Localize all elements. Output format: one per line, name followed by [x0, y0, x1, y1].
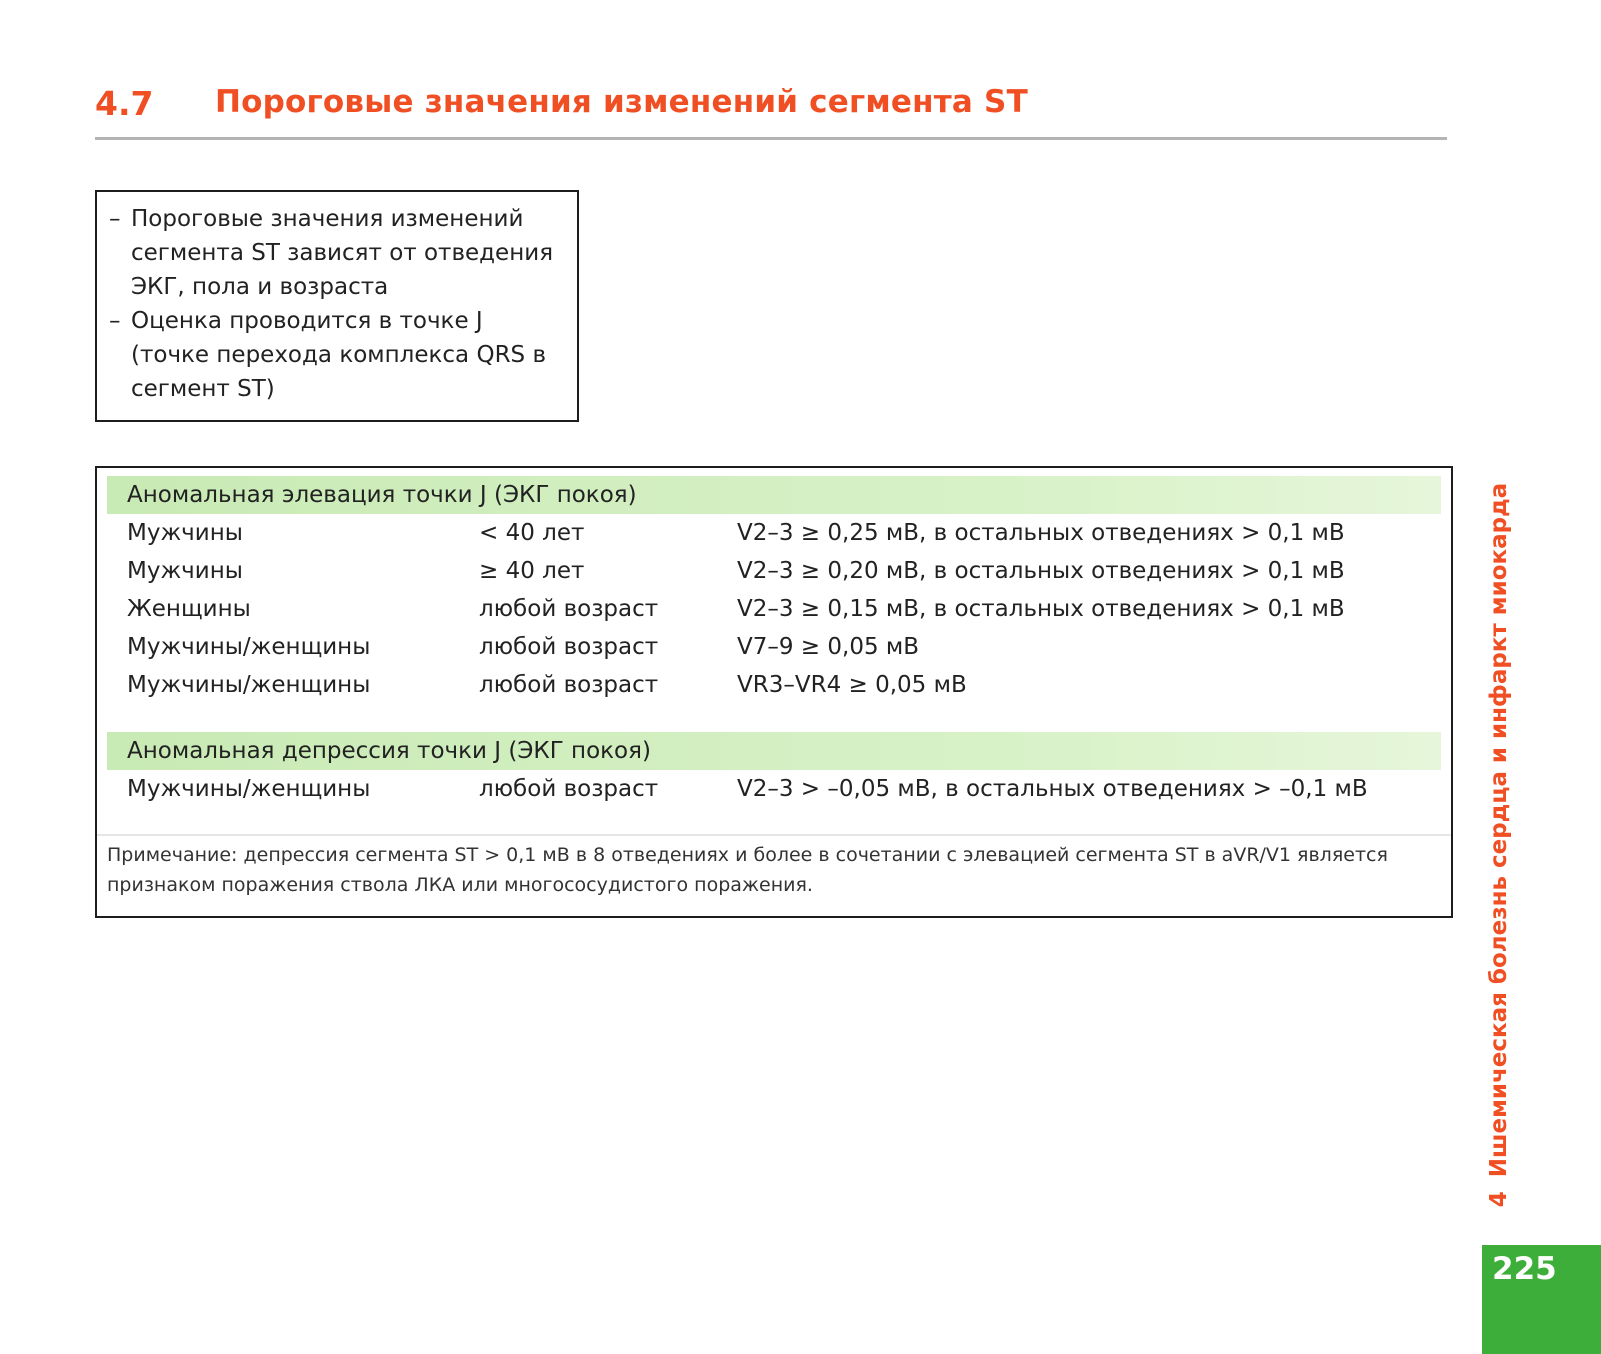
cell-criterion: V2–3 > –0,05 мВ, в остальных отведениях > –0,1 мВ: [737, 776, 1368, 802]
elevation-section-header: Аномальная элевация точки J (ЭКГ покоя): [107, 476, 1441, 514]
cell-criterion: VR3–VR4 ≥ 0,05 мВ: [737, 672, 967, 698]
cell-criterion: V2–3 ≥ 0,20 мВ, в остальных отведениях > 0,1 мВ: [737, 558, 1345, 584]
chapter-title: Ишемическая болезнь сердца и инфаркт миокарда: [1486, 482, 1512, 1178]
cell-age: < 40 лет: [479, 520, 585, 546]
bullet-dash: –: [109, 206, 121, 232]
cell-group: Мужчины: [127, 520, 243, 546]
page-number: 225: [1492, 1251, 1557, 1287]
cell-age: ≥ 40 лет: [479, 558, 585, 584]
cell-criterion: V2–3 ≥ 0,15 мВ, в остальных отведениях > 0,1 мВ: [737, 596, 1345, 622]
cell-group: Мужчины/женщины: [127, 672, 371, 698]
cell-group: Мужчины/женщины: [127, 634, 371, 660]
st-threshold-table: [95, 466, 1453, 918]
cell-age: любой возраст: [479, 776, 659, 802]
chapter-side-label: [1478, 475, 1520, 1215]
cell-group: Мужчины: [127, 558, 243, 584]
cell-age: любой возраст: [479, 634, 659, 660]
section-title: Пороговые значения изменений сегмента ST: [215, 84, 1028, 120]
summary-item: [109, 202, 565, 304]
section-number: 4.7: [95, 84, 154, 123]
summary-item: [109, 304, 565, 406]
table-note: Примечание: депрессия сегмента ST > 0,1 мВ в 8 отведениях и более в сочетании с элевацией сегмента ST в aVR/V1 является признаком поражения ствола ЛКА или многососудистого поражения.: [107, 844, 1388, 896]
summary-box: [95, 190, 579, 422]
depression-section-header: Аномальная депрессия точки J (ЭКГ покоя): [107, 732, 1441, 770]
cell-age: любой возраст: [479, 672, 659, 698]
bullet-dash: –: [109, 308, 121, 334]
cell-age: любой возраст: [479, 596, 659, 622]
chapter-number: 4: [1486, 1191, 1512, 1208]
chapter-side-tab: [1478, 475, 1520, 1215]
cell-criterion: V2–3 ≥ 0,25 мВ, в остальных отведениях > 0,1 мВ: [737, 520, 1345, 546]
page-number-tab: [1482, 1245, 1601, 1354]
cell-group: Мужчины/женщины: [127, 776, 371, 802]
cell-criterion: V7–9 ≥ 0,05 мВ: [737, 634, 920, 660]
section-heading: [95, 84, 1447, 140]
summary-item-text: Пороговые значения изменений сегмента ST зависят от отведения ЭКГ, пола и возраста: [131, 206, 554, 300]
note-divider: [97, 834, 1451, 836]
summary-item-text: Оценка проводится в точке J (точке перехода комплекса QRS в сегмент ST): [131, 308, 547, 402]
cell-group: Женщины: [127, 596, 251, 622]
summary-list: [109, 202, 565, 406]
